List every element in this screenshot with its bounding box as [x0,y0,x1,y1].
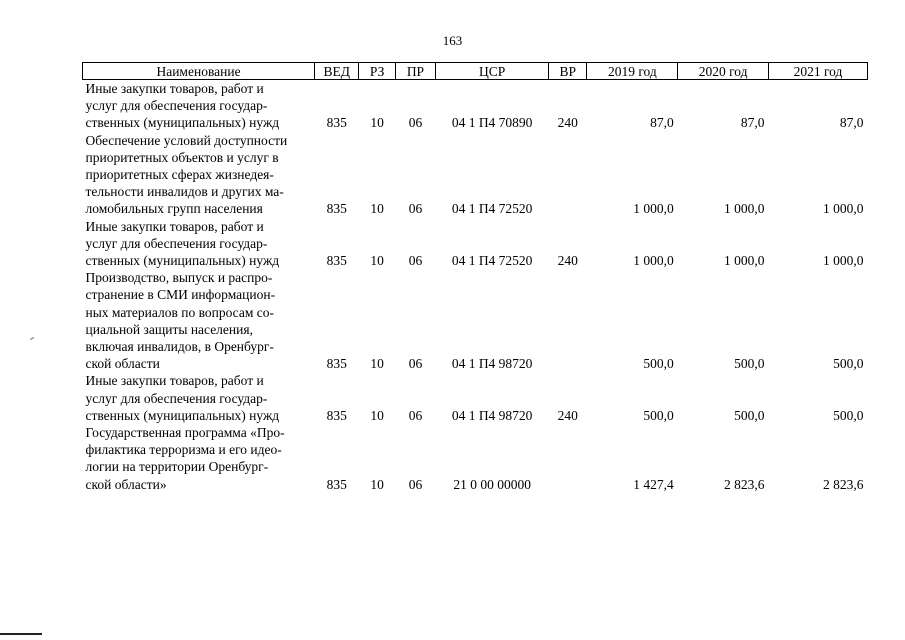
header-vr: ВР [549,63,587,80]
header-rz: РЗ [359,63,395,80]
row-ved: 835 [326,356,347,372]
table-row [83,218,868,270]
row-vr [549,132,587,218]
row-name: Государственная программа «Про- филактика терроризма и его идео- логии на территории Оренбург- ской области» [85,425,285,492]
row-pr: 06 [408,356,423,372]
row-2019: 87,0 [650,115,674,131]
row-name: Обеспечение условий доступности приоритетных объектов и услуг в приоритетных сферах жизнедея- тельности инвалидов и других ма- ломобильных групп населения [85,132,288,217]
row-2020: 1 000,0 [724,201,765,217]
table-row [83,132,868,218]
row-csr: 04 1 П4 72520 [451,201,533,217]
row-2019: 500,0 [643,356,674,372]
row-ved: 835 [326,115,347,131]
row-name: Иные закупки товаров, работ и услуг для обеспечения государ- ственных (муниципальных) нужд [85,373,280,423]
row-rz: 10 [370,201,384,217]
row-pr: 06 [408,476,423,492]
row-csr: 04 1 П4 70890 [451,115,533,131]
row-vr: 240 [557,407,578,423]
scan-mark [30,337,34,340]
row-rz: 10 [370,253,384,269]
row-2021: 500,0 [833,356,864,372]
row-2020: 87,0 [740,115,765,131]
row-2019: 1 000,0 [633,253,674,269]
row-rz: 10 [370,115,384,131]
row-vr: 240 [557,253,578,269]
row-2020: 1 000,0 [724,253,765,269]
header-name: Наименование [83,63,315,80]
table-header-row [83,63,868,80]
row-2021: 1 000,0 [823,201,864,217]
row-rz: 10 [370,476,384,492]
row-vr [549,424,587,493]
header-2020: 2020 год [678,63,769,80]
row-2019: 1 000,0 [633,201,674,217]
row-ved: 835 [326,407,347,423]
row-name: Иные закупки товаров, работ и услуг для обеспечения государ- ственных (муниципальных) нужд [85,81,280,131]
table-row [83,80,868,132]
row-pr: 06 [408,201,423,217]
row-2021: 87,0 [839,115,864,131]
page-number: 163 [442,33,463,48]
header-2021: 2021 год [769,63,868,80]
row-2019: 1 427,4 [633,476,674,492]
table-row [83,372,868,424]
row-2020: 500,0 [734,407,765,423]
header-ved: ВЕД [315,63,359,80]
row-2019: 500,0 [643,407,674,423]
row-2020: 500,0 [734,356,765,372]
row-ved: 835 [326,476,347,492]
row-ved: 835 [326,201,347,217]
row-2021: 500,0 [833,407,864,423]
row-csr: 04 1 П4 72520 [451,253,533,269]
header-2019: 2019 год [587,63,678,80]
row-rz: 10 [370,407,384,423]
row-ved: 835 [326,253,347,269]
row-pr: 06 [408,407,423,423]
row-2020: 2 823,6 [724,476,765,492]
row-csr: 04 1 П4 98720 [451,356,533,372]
header-pr: ПР [395,63,435,80]
row-name: Иные закупки товаров, работ и услуг для обеспечения государ- ственных (муниципальных) нужд [85,218,280,269]
table-row [83,424,868,493]
row-pr: 06 [408,115,423,131]
header-csr: ЦСР [436,63,549,80]
row-vr: 240 [557,115,578,131]
row-csr: 21 0 00 00000 [453,476,531,492]
table-row [83,269,868,372]
row-vr [549,269,587,372]
row-pr: 06 [408,253,423,269]
row-2021: 2 823,6 [823,476,864,492]
row-2021: 1 000,0 [823,253,864,269]
row-csr: 04 1 П4 98720 [451,407,533,423]
row-name: Производство, выпуск и распро- странение в СМИ информацион- ных материалов по вопросам со- циальной защиты населения, включая инвалидов, в Оренбург- ской области [85,270,276,372]
scan-edge-mark [0,633,42,635]
row-rz: 10 [370,356,384,372]
budget-table [82,62,868,493]
